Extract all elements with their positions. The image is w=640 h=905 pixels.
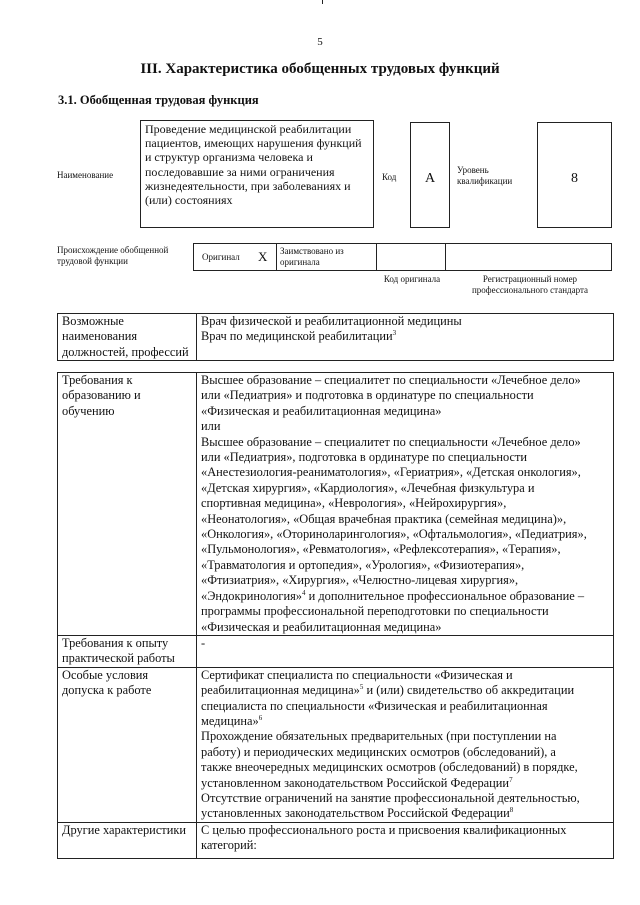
text-line xyxy=(201,714,610,729)
text-line: Отсутствие ограничений на занятие профессиональной деятельностью, xyxy=(201,790,580,805)
text-line: «Пульмонология», «Ревматология», «Рефлексотерапия», «Терапия», xyxy=(201,542,561,557)
table-row xyxy=(58,635,614,667)
text-line: «Физическая и реабилитационная медицина» xyxy=(201,403,442,418)
code-value: А xyxy=(410,122,450,228)
borrowed-label: Заимствовано из оригинала xyxy=(280,246,344,267)
name-label: Наименование xyxy=(57,170,114,180)
text-line: или «Педиатрия» и подготовка в ординатуре по специальности xyxy=(201,388,534,403)
level-label: Уровень квалификации xyxy=(457,165,513,186)
level-value: 8 xyxy=(537,122,612,228)
other-label: Другие характеристики xyxy=(58,822,197,858)
footnote-ref: 5 xyxy=(359,683,364,691)
text-line xyxy=(201,776,610,791)
origin-code-cell xyxy=(376,243,446,271)
text-fragment: «Эндокринология» xyxy=(201,588,303,603)
original-label: Оригинал xyxy=(202,252,240,262)
borrowed-cell xyxy=(276,243,377,271)
text-line: «Онкология», «Оториноларингология», «Офтальмология», «Педиатрия», xyxy=(201,527,587,542)
positions-table xyxy=(57,313,614,361)
positions-value xyxy=(197,314,614,361)
table-row xyxy=(58,373,614,636)
text-line: С целью профессионального роста и присвоения квалификационных xyxy=(201,822,567,837)
footnote-ref: 3 xyxy=(392,329,397,338)
text-line: Высшее образование – специалитет по специальности «Лечебное дело» xyxy=(201,373,581,387)
text-line: Сертификат специалиста по специальности «Физическая и xyxy=(201,667,513,682)
experience-label: Требования к опыту практической работы xyxy=(58,635,197,667)
text-line: или xyxy=(201,419,221,434)
code-label: Код xyxy=(382,172,397,182)
text-line: «Физическая и реабилитационная медицина» xyxy=(201,619,442,634)
name-value: Проведение медицинской реабилитации пациентов, имеющих нарушения функций и структур организма человека и последовавшие за ними ограничения жизнедеятельности, при заболеваниях и (или) состояниях xyxy=(145,122,362,208)
text-line: «Неонатология», «Общая врачебная практика (семейная медицина)», xyxy=(201,511,567,526)
text-line: «Детская хирургия», «Кардиология», «Лечебная физкультура и xyxy=(201,480,535,495)
section-title: III. Характеристика обобщенных трудовых функций xyxy=(140,61,500,77)
text-fragment: и (или) свидетельство об аккредитации xyxy=(363,683,575,698)
text-fragment: медицина» xyxy=(201,713,259,728)
origin-label: Происхождение обобщенной трудовой функции xyxy=(57,245,169,266)
text-line: работу) и периодических медицинских осмотров (обследований), а xyxy=(201,744,556,759)
admission-value xyxy=(197,667,614,822)
experience-value: - xyxy=(197,635,614,667)
code-caption: Код оригинала xyxy=(383,274,441,284)
text-line: категорий: xyxy=(201,838,257,853)
footnote-ref: 8 xyxy=(509,806,514,815)
text-fragment: реабилитационная медицина» xyxy=(201,683,360,698)
page-number: 5 xyxy=(317,36,323,48)
education-value xyxy=(197,373,614,636)
original-cell xyxy=(193,243,277,271)
text-fragment: установленном законодательством Российской Федерации xyxy=(201,775,510,790)
text-line xyxy=(201,589,610,604)
origin-reg-cell xyxy=(445,243,612,271)
table-row xyxy=(58,667,614,822)
requirements-table xyxy=(57,372,614,859)
text-line: спортивная медицина», «Неврология», «Нейрохирургия», xyxy=(201,496,507,511)
other-value xyxy=(197,822,614,858)
position-line-1: Врач физической и реабилитационной медицины xyxy=(201,314,462,328)
text-line: специалиста по специальности «Физическая и реабилитационная xyxy=(201,698,548,713)
text-line: также внеочередных медицинских осмотров (обследований) в порядке, xyxy=(201,760,578,775)
text-fragment: и дополнительное профессиональное образование – xyxy=(305,588,585,603)
text-line xyxy=(201,806,610,821)
footnote-ref: 7 xyxy=(509,775,513,784)
text-line: или «Педиатрия», подготовка в ординатуре по специальности xyxy=(201,450,528,465)
original-mark: X xyxy=(258,249,268,264)
reg-caption: Регистрационный номер профессионального стандарта xyxy=(471,274,589,295)
education-label: Требования к образованию и обучению xyxy=(58,373,197,636)
text-line xyxy=(201,683,610,698)
text-line: «Травматология и ортопедия», «Урология», «Физиотерапия», xyxy=(201,557,525,572)
scan-mark xyxy=(322,0,323,4)
footnote-ref: 4 xyxy=(302,588,306,597)
position-line-2: Врач по медицинской реабилитации xyxy=(201,329,393,344)
text-line: Прохождение обязательных предварительных (при поступлении на xyxy=(201,729,557,744)
positions-label: Возможные наименования должностей, профессий xyxy=(58,314,197,361)
text-line: «Анестезиология-реаниматология», «Гериатрия», «Детская онкология», xyxy=(201,465,581,480)
name-value-box xyxy=(140,120,374,228)
subsection-title: 3.1. Обобщенная трудовая функция xyxy=(58,93,259,107)
table-row xyxy=(58,822,614,858)
text-line: Высшее образование – специалитет по специальности «Лечебное дело» xyxy=(201,434,581,449)
text-line: программы профессиональной переподготовки по специальности xyxy=(201,604,549,619)
footnote-ref: 6 xyxy=(258,713,263,722)
text-line: «Фтизиатрия», «Хирургия», «Челюстно-лицевая хирургия», xyxy=(201,573,519,588)
text-fragment: установленных законодательством Российской Федерации xyxy=(201,806,510,821)
admission-label: Особые условия допуска к работе xyxy=(58,667,197,822)
